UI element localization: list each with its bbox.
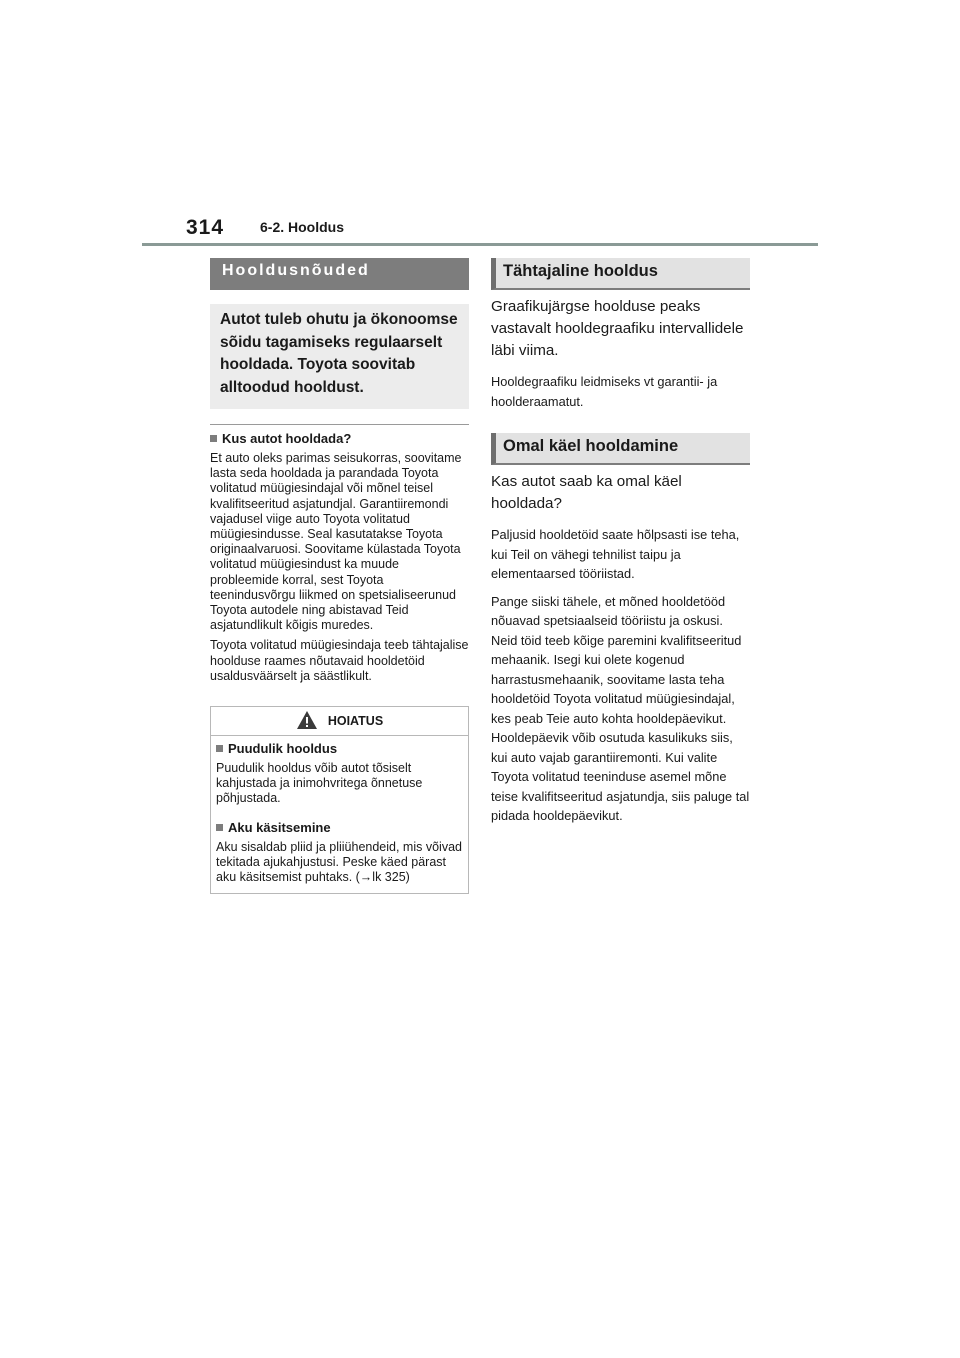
paragraph: Paljusid hooldetöid saate hõlpsasti ise teha, kui Teil on vähegi tehnilist taipu ja elementaarsed tööriistad. (491, 527, 740, 581)
warning-header (211, 707, 468, 736)
lead-paragraph: Graafikujärgse hoolduse peaks vastavalt hooldegraafiku intervallidele läbi viima. (491, 298, 744, 359)
warning-title: HOIATUS (327, 714, 384, 729)
warning-body (211, 741, 468, 885)
subheading-where-to-service (210, 431, 469, 447)
square-bullet-icon (216, 745, 223, 752)
subheading-text: Kus autot hooldada? (222, 431, 352, 446)
warning-item-text: Aku sisaldab pliid ja pliiühendeid, mis võivad tekitada ajukahjustusi. Peske käed pärast aku käsitsemist puhtaks. (→lk 325) (216, 839, 462, 885)
warning-item-title-text: Aku käsitsemine (228, 819, 331, 835)
warning-item-title (216, 741, 463, 757)
paragraph: Pange siiski tähele, et mõned hooldetööd nõuavad spetsiaalseid tööriistu ja oskusi. Neid töid teeb kõige paremini kvalifitseeritud mehaanik. Isegi kui olete kogenud harrastusmehaanik, soovitame lasta teha hooldetöid Toyota volitatud müügiesindajal, kes peab Teie auto kohta hooldepäevikut. Hooldepäevik võib osutuda kasulikuks siis, kui auto vajab garantiiremonti. Kui valite Toyota volitatud teeninduse asemel mõne teise kvalifitseeritud asjatundja, siis paluge tal pidada hooldepäevikut. (491, 593, 750, 823)
paragraph: Et auto oleks parimas seisukorras, soovitame lasta seda hooldada ja parandada Toyota volitatud müügiesindajal või mõnel teisel kvalifitseeritud asjatundjal. Garantiiremondi vajadusel viige auto Toyota volitatud müügiesindusse. Seal kasutatakse Toyota originaalvaruosi. Soovitame külastada Toyota volitatud müügiesindust ka muude probleemide korral, sest Toyota teenindusvõrgu liikmed on spetsialiseerunud Toyota autodele ning abistavad Teid asjatundlikult kõigis muredes. (210, 451, 462, 633)
left-column (210, 258, 469, 894)
page-number: 314 (186, 216, 225, 239)
header-divider (142, 243, 818, 246)
lead-paragraph: Kas autot saab ka omal käel hooldada? (491, 473, 682, 512)
section-label: 6-2. Hooldus (260, 219, 345, 235)
paragraph: Toyota volitatud müügiesindaja teeb tähtajalise hoolduse raames nõutavaid hooldetöid usaldusväärselt ja säästlikult. (210, 638, 469, 683)
intro-box: Autot tuleb ohutu ja ökonoomse sõidu tagamiseks regulaarselt hooldada. Toyota soovitab alltoodud hooldust. (210, 304, 469, 409)
left-divider (210, 424, 469, 425)
warning-item-text: Puudulik hooldus võib autot tõsiselt kahjustada ja inimohvritega õnnetuse põhjustada. (216, 761, 423, 806)
warning-triangle-icon (296, 710, 318, 733)
heading-maintenance-requirements: Hooldusnõuded (210, 258, 469, 290)
note-paragraph: Hooldegraafiku leidmiseks vt garantii- ja hoolderaamatut. (491, 374, 718, 409)
square-bullet-icon (216, 824, 223, 831)
warning-item-title (216, 820, 463, 836)
heading-do-it-yourself: Omal käel hooldamine (491, 433, 750, 465)
warning-item-title-text: Puudulik hooldus (228, 741, 338, 757)
warning-box (210, 706, 469, 894)
right-column (491, 258, 750, 826)
heading-scheduled-maintenance: Tähtajaline hooldus (491, 258, 750, 290)
square-bullet-icon (210, 435, 217, 442)
